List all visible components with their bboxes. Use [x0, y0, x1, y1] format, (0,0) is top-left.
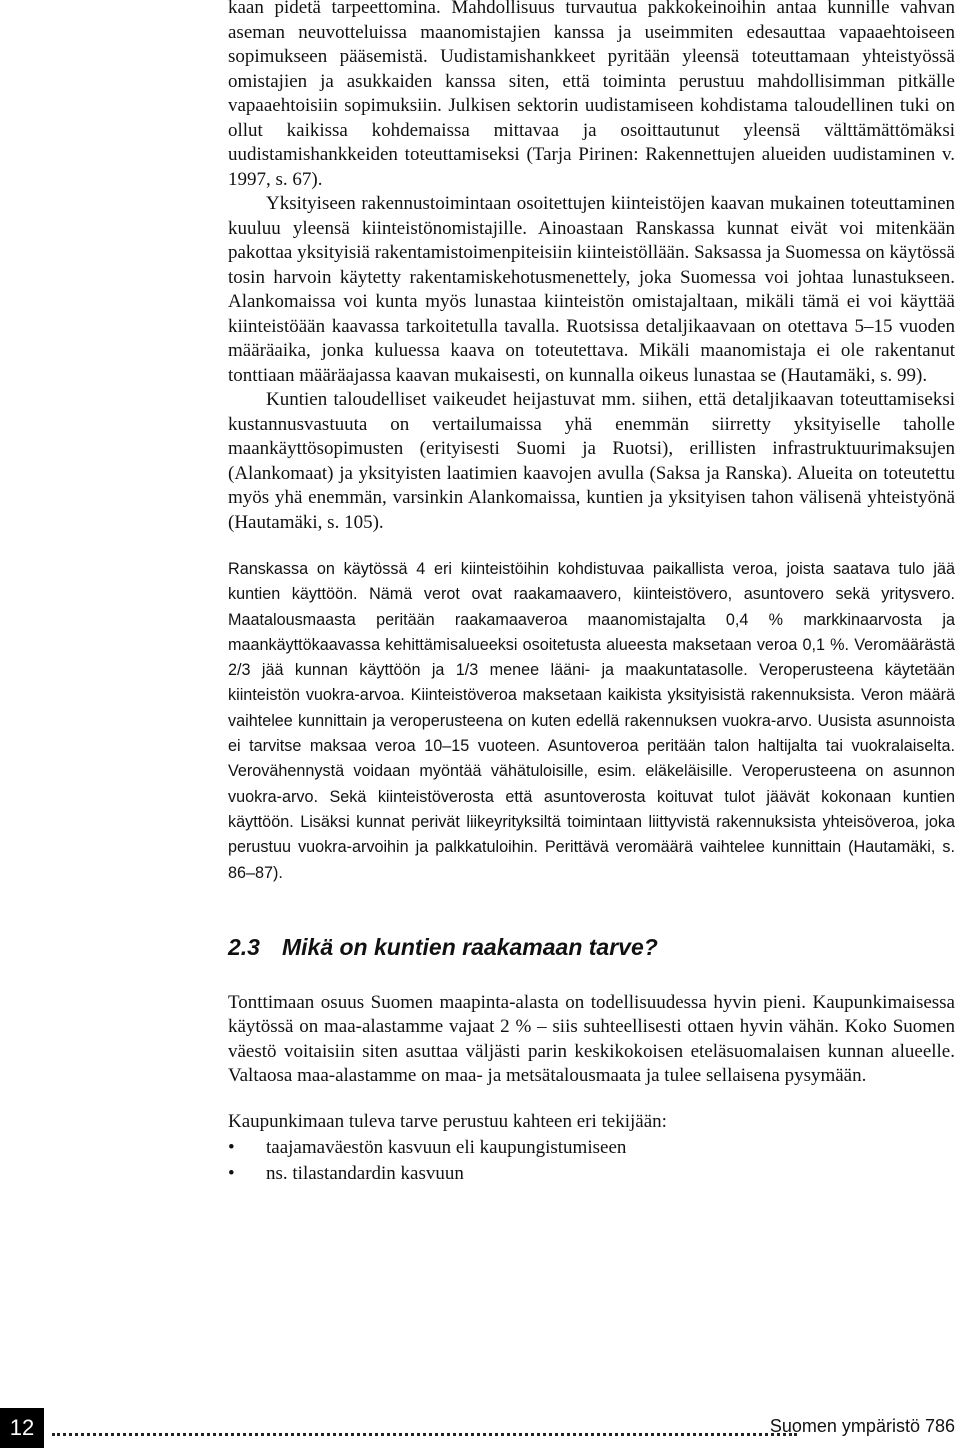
body-paragraph: Yksityiseen rakennustoimintaan osoitettujen kiinteistöjen kaavan mukainen toteuttaminen kuuluu yleensä kiinteistönomistajille. Ainoastaan Ranskassa kunnat eivät voi mitenkään pakottaa yksityisiä rakentamistoimenpiteisiin kiinteistöllään. Saksassa ja Suomessa on käytössä tosin harvoin käytetty rakentamiskehotusmenettely, joka Suomessa voi johtaa lunastukseen. Alankomaissa voi kunta myös lunastaa kiinteistön omistajaltaan, mikäli tämä ei voi käyttää kiinteistöään kaavassa tarkoitetulla tavalla. Ruotsissa detaljikaavaan on otettava 5–15 vuoden määräaika, jonka kuluessa kaava on toteutettava. Mikäli maanomistaja ei ole rakentanut tonttiaan määräajassa kaavan mukaisesti, on kunnalla oikeus lunastaa se (Hautamäki, s. 99). — [228, 193, 955, 386]
list-item — [228, 1135, 955, 1161]
page-footer — [0, 1408, 960, 1448]
page-content — [228, 0, 955, 1187]
body-paragraph: Kuntien taloudelliset vaikeudet heijastuvat mm. siihen, että detaljikaavan toteuttamiseksi kustannusvastuuta on vertailumaissa yhä enemmän siirretty yksityiselle taholle maankäyttösopimusten (erityisesti Suomi ja Ruotsi), erillisten infrastruktuurimaksujen (Alankomaat) ja yksityisten laatimien kaavojen avulla (Saksa ja Ranska). Alueita on toteutettu myös yhä enemmän, varsinkin Alankomaissa, kuntien ja yksityisen tahon välisenä yhteistyönä (Hautamäki, s. 105). — [228, 389, 955, 533]
publication-title: Suomen ympäristö 786 — [769, 1416, 955, 1436]
body-paragraph: Tonttimaan osuus Suomen maapinta-alasta on todellisuudessa hyvin pieni. Kaupunkimaisessa käytössä on maa-alastamme vajaat 2 % – siis suhteellisesti ottaen hyvin vähän. Koko Suomen väestö voitaisiin siten asuttaa väljästi parin keskikokoisen eteläsuomalaisen kunnan alueelle. Valtaosa maa-alastamme on maa- ja metsätalousmaata ja tulee sellaisena pysymään. — [228, 991, 955, 1087]
bullet-list — [228, 1135, 955, 1187]
section-number: 2.3 — [228, 933, 260, 960]
bullet-icon: • — [228, 1163, 235, 1185]
body-paragraph: kaan pidetä tarpeettomina. Mahdollisuus turvautua pakkokeinoihin antaa kunnille vahvan aseman neuvotteluissa maanomistajien kanssa ja useimmiten edesauttaa vapaaehtoiseen sopimukseen pääsemistä. Uudistamishankkeet pyritään yleensä toteuttamaan yhteistyössä omistajien ja asukkaiden kanssa siten, että toiminta perustuu mahdollisimman pitkälle vapaaehtoisiin sopimuksiin. Julkisen sektorin uudistamiseen kohdistama taloudellinen tuki on ollut kaikissa kohdemaissa mittavaa ja osoittautunut yleensä välttämättömäksi uudistamishankkeiden toteuttamiseksi (Tarja Pirinen: Rakennettujen alueiden uudistaminen v. 1997, s. 67). — [228, 0, 955, 190]
section-title: Mikä on kuntien raakamaan tarve? — [281, 933, 658, 960]
list-item-text: ns. tilastandardin kasvuun — [266, 1163, 464, 1185]
dotted-divider — [52, 1433, 797, 1436]
bullet-icon: • — [228, 1137, 235, 1159]
list-intro: Kaupunkimaan tuleva tarve perustuu kahteen eri tekijään: — [228, 1110, 667, 1132]
info-box-paragraph: Ranskassa on käytössä 4 eri kiinteistöihin kohdistuvaa paikallista veroa, joista saatava tulo jää kuntien käyttöön. Nämä verot ovat raakamaavero, kiinteistövero, asuntovero sekä yritysvero. Maatalousmaasta peritään raakamaaveroa maanomistajalta 0,4 % markkinaarvosta ja maankäyttökaavassa kehittämisalueeksi osoitetusta alueesta maksetaan veroa 0,1 %. Veromäärästä 2/3 jää kunnan käyttöön ja 1/3 menee lääni- ja maakuntatasolle. Veroperusteena käytetään kiinteistön vuokra-arvoa. Kiinteistöveroa maksetaan kaikista yksityisistä rakennuksista. Veron määrä vaihtelee kunnittain ja veroperusteena on kuten edellä rakennuksen vuokra-arvo. Uusista asunnoista ei tarvitse maksaa veroa 10–15 vuoteen. Asuntoveroa peritään talon haltijalta tai vuokralaiselta. Verovähennystä voidaan myöntää vähätuloisille, esim. eläkeläisille. Veroperusteena on asunnon vuokra-arvo. Sekä kiinteistöverosta että asuntoverosta koituvat tulot jäävät kokonaan kuntien käyttöön. Lisäksi kunnat perivät liikeyrityksiltä toimintaan liittyvistä rakennuksista yhteisöveroa, joka perustuu vuokra-arvoihin ja palkkatuloihin. Perittävä veromäärä vaihtelee kunnittain (Hautamäki, s. 86–87). — [228, 560, 955, 882]
list-item — [228, 1161, 955, 1187]
section-heading — [228, 934, 955, 961]
list-item-text: taajamaväestön kasvuun eli kaupungistumiseen — [266, 1137, 627, 1159]
page-number: 12 — [0, 1408, 44, 1448]
